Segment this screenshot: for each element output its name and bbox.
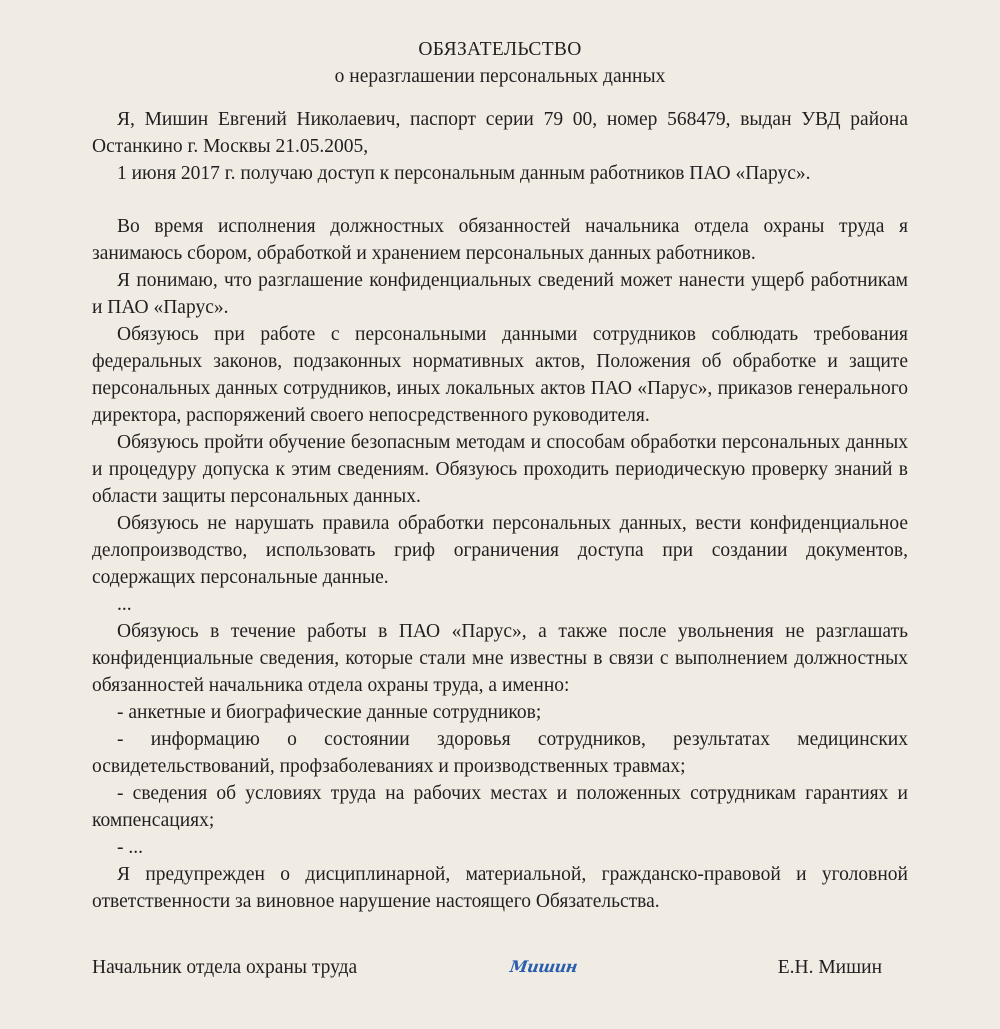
list-item: - сведения об условиях труда на рабочих местах и положенных сотрудникам гарантиях и компенсациях;	[92, 783, 908, 831]
signatory-position: Начальник отдела охраны труда	[92, 957, 358, 978]
body-paragraph: Обязуюсь пройти обучение безопасным методам и способам обработки персональных данных и процедуру допуска к этим сведениям. Обязуюсь проходить периодическую проверку знаний в области защиты персональных данных.	[92, 432, 908, 507]
body-section	[92, 213, 908, 915]
document-subtitle: о неразглашении персональных данных	[334, 66, 666, 87]
body-paragraph: Обязуюсь в течение работы в ПАО «Парус», а также после увольнения не разглашать конфиденциальные сведения, которые стали мне известны в связи с выполнением должностных обязанностей начальника отдела охраны труда, а именно:	[92, 621, 908, 696]
body-paragraph: Я понимаю, что разглашение конфиденциальных сведений может нанести ущерб работникам и ПАО «Парус».	[92, 270, 908, 318]
list-item: - ...	[117, 837, 143, 858]
spacer	[92, 187, 908, 213]
document	[92, 36, 908, 915]
signatory-name: Е.Н. Мишин	[777, 957, 882, 978]
handwritten-signature: Мишин	[508, 957, 579, 976]
signature-row	[92, 954, 882, 984]
list-item: - информацию о состоянии здоровья сотрудников, результатах медицинских освидетельствований, профзаболеваниях и производственных травмах;	[92, 729, 908, 777]
body-paragraph: Во время исполнения должностных обязанностей начальника отдела охраны труда я занимаюсь сбором, обработкой и хранением персональных данных работников.	[92, 216, 908, 264]
intro-paragraph: Я, Мишин Евгений Николаевич, паспорт серии 79 00, номер 568479, выдан УВД района Останкино г. Москвы 21.05.2005,	[92, 109, 908, 157]
intro-section	[92, 106, 908, 187]
body-paragraph: Обязуюсь при работе с персональными данными сотрудников соблюдать требования федеральных законов, подзаконных нормативных актов, Положения об обработке и защите персональных данных сотрудников, иных локальных актов ПАО «Парус», приказов генерального директора, распоряжений своего непосредственного руководителя.	[92, 324, 908, 426]
body-paragraph: Обязуюсь не нарушать правила обработки персональных данных, вести конфиденциальное делопроизводство, использовать гриф ограничения доступа при создании документов, содержащих персональные данные.	[92, 513, 908, 588]
list-item: - анкетные и биографические данные сотрудников;	[117, 702, 542, 723]
ellipsis-paragraph: ...	[117, 594, 132, 615]
body-paragraph: Я предупрежден о дисциплинарной, материальной, гражданско-правовой и уголовной ответственности за виновное нарушение настоящего Обязательства.	[92, 864, 908, 912]
document-title: ОБЯЗАТЕЛЬСТВО	[418, 39, 582, 60]
intro-paragraph: 1 июня 2017 г. получаю доступ к персональным данным работников ПАО «Парус».	[117, 163, 811, 184]
